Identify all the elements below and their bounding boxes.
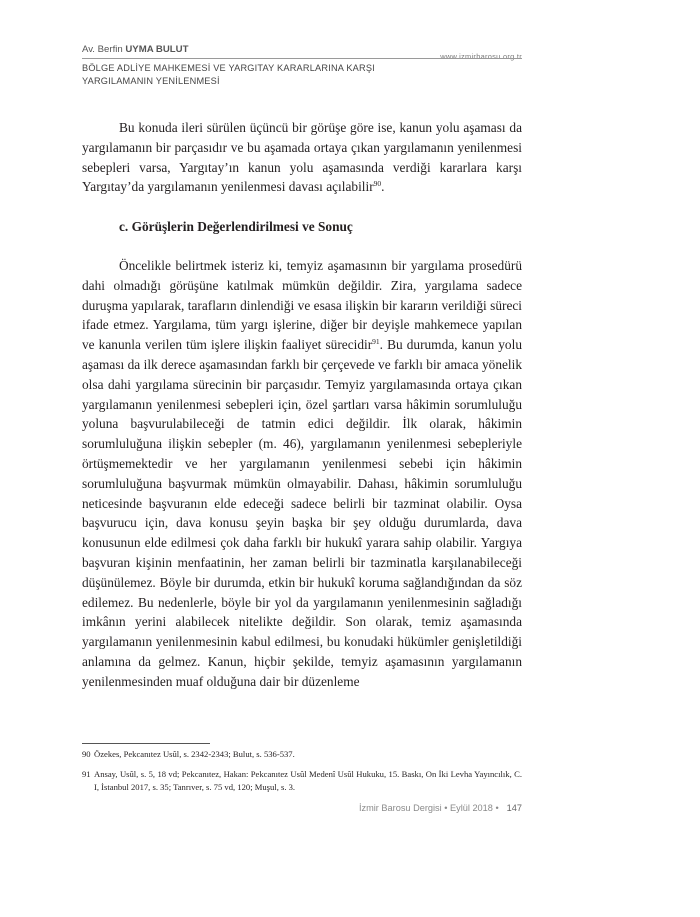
paragraph-text: . Bu durumda, kanun yolu aşaması da ilk derece aşamasından farklı bir çerçevede ve farklı bir amaca yönelik olsa dahi yargılama sürecinin bir parçasıdır. Temyiz yargılamasında ortaya çıkan yargılamanın yenilenmesi sebepleri için, özel şartları varsa hâkimin sorumluluğu yoluna başvurulabileceği de tatmin edici değildir. İlk olarak, hâkimin sorumluluğuna ilişkin sebepler (m. 46), yargılamanın yenilenmesi sebepleriyle örtüşmemektedir ve her yargılamanın yenilenmesi sebebi için hâkimin sorumluluğuna başvurmak mümkün olmayabilir. Dahası, hâkimin sorumluluğu neticesinde başvuranın elde edeceği sadece belirli bir tazminat olabilir. Oysa başvurucu için, dava konusu şeyin başka bir şey olduğu durumlarda, dava konusunun elde edilmesi çok daha farklı bir hukukî yarara sahip olabilir. Yargıya başvuran kişinin menfaatinin, her zaman belirli bir tazminatla karşılanabileceği düşünülemez. Böyle bir durumda, etkin bir hukukî koruma sağlandığından da söz edilemez. Bu nedenlerle, böyle bir yol da yargılamanın yenilenmesinin sağladığı imkânın yerini alabilecek nitelikte değildir. Son olarak, temiz aşamasında yargılamanın yenilenmesinin kabul edilmesi, bu konudaki hükümler genişletildiği anlamına da gelmez. Kanun, hiçbir şekilde, temyiz aşamasının yargılamanın yenilenmesinden muaf olduğuna dair bir düzenleme xyxy=(82,337,522,689)
paragraph-text: . xyxy=(381,179,385,195)
author-first-name: Av. Berfin xyxy=(82,44,123,55)
footnote-text: Ansay, Usûl, s. 5, 18 vd; Pekcanıtez, Hakan: Pekcanıtez Usûl Medenî Usûl Hukuku, 15. Baskı, On İki Levha Yayıncılık, C. I, İstanbul 2017, s. 35; Tanrıver, s. 75 vd, 120; Muşul, s. 3. xyxy=(94,769,522,793)
footnote-number: 90 xyxy=(82,749,91,759)
paragraph xyxy=(82,256,522,692)
footnote xyxy=(82,768,522,794)
journal-name: İzmir Barosu Dergisi • Eylül 2018 • xyxy=(358,803,499,813)
footnote-text: Özekes, Pekcanıtez Usûl, s. 2342-2343; Bulut, s. 536-537. xyxy=(94,749,295,759)
footnote-ref: 91 xyxy=(372,337,380,347)
footnote-number: 91 xyxy=(82,769,91,780)
footnotes xyxy=(82,748,522,802)
page-footer xyxy=(359,803,522,813)
running-title-line: BÖLGE ADLİYE MAHKEMESİ VE YARGITAY KARARLARINA KARŞI xyxy=(82,63,375,73)
author-surname: UYMA BULUT xyxy=(125,44,189,55)
paragraph-text: Öncelikle belirtmek isteriz ki, temyiz aşamasının bir yargılama prosedürü dahi olmadığı görüşüne katılmak mümkün değildir. Zira, yargılama sadece duruşma yapılarak, tarafların dinlendiği ve esasa ilişkin bir kararın verildiği süreci ifade etmez. Yargılama, tüm yargı işlerine, diğer bir deyişle mahkemece yapılan ve kanunla verilen tüm işlere ilişkin faaliyet sürecidir xyxy=(82,257,522,353)
header-divider xyxy=(82,58,522,59)
website-url: www.izmirbarosu.org.tr xyxy=(440,52,522,61)
section-heading: c. Görüşlerin Değerlendirilmesi ve Sonuç xyxy=(119,219,353,235)
paragraph xyxy=(82,118,522,197)
footnote-ref: 90 xyxy=(373,179,382,189)
footnote-divider xyxy=(82,743,210,744)
paragraph-text: Bu konuda ileri sürülen üçüncü bir görüşe göre ise, kanun yolu aşaması da yargılamanın bir parçasıdır ve bu aşamada ortaya çıkan yargılamanın yenilenmesi sebepleri varsa, Yargıtay’ın kanun yolu aşamasında verdiği kararlara karşı Yargıtay’da yargılamanın yenilenmesi davası açılabilir xyxy=(82,120,522,195)
page-number: 147 xyxy=(506,803,522,813)
running-title xyxy=(82,62,412,87)
running-title-line: YARGILAMANIN YENİLENMESİ xyxy=(82,75,220,86)
main-text xyxy=(82,118,522,692)
footnote xyxy=(82,748,522,761)
